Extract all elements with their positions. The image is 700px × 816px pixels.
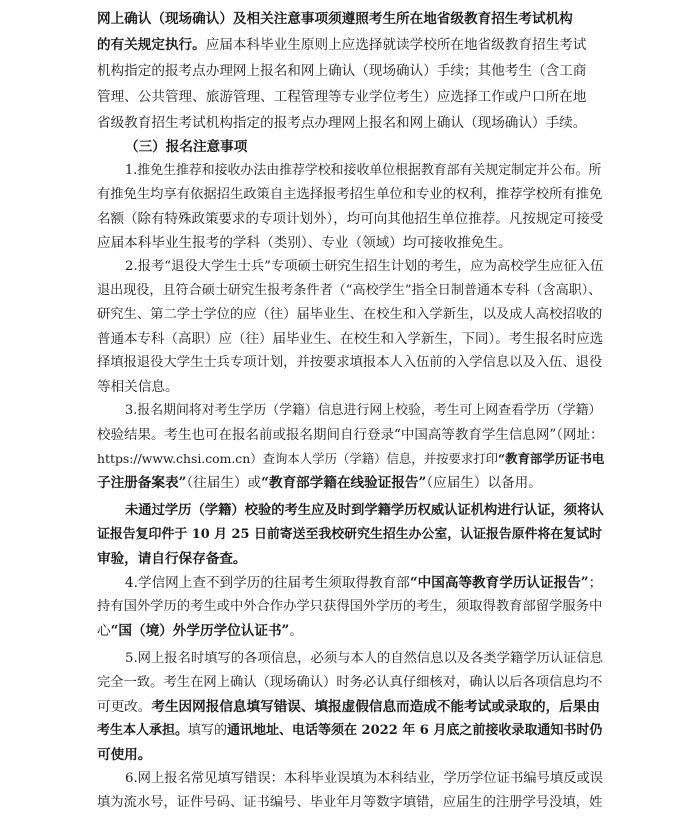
text: 校验结果。考生也可在报名前或报名期间自行登录“中国高等教育学生信息网”（网址： [97,427,604,443]
paragraph-line [97,32,586,58]
paragraph-line [97,742,151,768]
text: 填写的 [188,723,228,738]
paragraph-line [97,110,586,136]
paragraph-line [97,470,542,496]
text: 有推免生均享有依据招生政策自主选择报考招生单位和专业的权利，推荐学校所有推免 [97,187,603,202]
paragraph-line [97,350,602,376]
paragraph-line [97,546,247,572]
text: ； [588,575,603,591]
text: 管理、公共管理、旅游管理、工程管理等专业学位考生）应选择工作或户口所在地 [97,89,587,105]
text: 机构指定的报考点办理网上报名和网上确认（现场确认）手续；其他考生（含工商 [97,63,587,79]
paragraph-line [97,790,602,816]
text: 6.网上报名常见填写错误：本科毕业误填为本科结业，学历学位证书编号填反或误 [125,771,604,786]
text: （应届生）以备用。 [426,475,542,491]
bold-text: 考生因网报信息填写错误、填报虚假信息而造成不能考试或录取的，后果由 [151,699,600,715]
bold-text: “教育部学历证书电 [498,451,605,466]
paragraph-line [125,398,601,424]
paragraph-line [97,182,602,208]
bold-text: 网上确认（现场确认）及相关注意事项须遵照考生所在地省级教育招生考试机构 [97,11,573,27]
paragraph-line [97,326,603,352]
section-heading [125,134,247,160]
paragraph-line [97,374,179,400]
text: 3.报名期间将对考生学历（学籍）信息进行网上校验，考生可上网查看学历（学籍） [125,403,602,418]
bold-text: 审验，请自行保存备查。 [97,551,247,567]
paragraph-line [125,570,602,596]
bold-text: 子注册备案表” [97,475,187,491]
paragraph-line [125,498,604,524]
text: 应届本科毕业生报考的学科（类别）、专业（领域）均可接收推免生。 [97,235,512,251]
text: 完全一致。考生在网上确认（现场确认）时务必认真仔细核对，确认以后各项信息均不 [97,675,603,690]
text: 等相关信息。 [97,379,179,395]
bold-text: 考生本人承担。 [97,723,189,738]
paragraph-line [125,254,603,280]
bold-text: “教育部学籍在线验证报告” [261,475,427,491]
bold-text: 证报告复印件于 10 月 25 日前寄送至我校研究生招生办公室，认证报告原件将在复试时 [97,527,602,542]
bold-text: 通讯地址、电话等须在 2022 年 6 月底之前接收录取通知书时仍 [227,723,603,738]
text: https://www.chsi.com.cn）查询本人学历（学籍）信息，并按要求打印 [97,451,499,466]
text: （往届生）或 [186,475,262,491]
paragraph-line [97,594,602,620]
paragraph-line [97,670,602,696]
bold-text: 未通过学历（学籍）校验的考生应及时到学籍学历权威认证机构进行认证，须将认 [125,503,604,518]
text: 4.学信网上查不到学历的往届考生须取得教育部 [125,575,410,591]
paragraph-line [97,522,602,548]
text: 择填报退役大学生士兵专项计划，并按要求填报本人入伍前的入学信息以及入伍、退役 [97,355,603,370]
bold-text: 可使用。 [97,747,152,763]
paragraph-line [97,446,604,472]
bold-text: 的有关规定执行。 [97,37,206,53]
paragraph-line [125,646,603,672]
text: 心 [97,623,111,639]
text: 研究生、第二学士学位的应（往）届毕业生、在校生和入学新生，以及成人高校招收的 [97,307,603,322]
bold-text: “国（境）外学历学位认证书” [110,623,290,639]
paragraph-line [97,694,600,720]
text: 填为流水号，证件号码、证书编号、毕业年月等数字填错，应届生的注册学号没填，姓 [97,795,603,810]
paragraph-line [97,718,602,744]
paragraph-line [97,58,586,84]
text: 应届本科毕业生原则上应选择就读学校所在地省级教育招生考试 [205,37,587,53]
paragraph-line [125,766,603,792]
paragraph-line [97,230,512,256]
text: 1.推免生推荐和接收办法由推荐学校和接收单位根据教育部有关规定制定并公布。所 [125,163,602,178]
paragraph-line [125,158,601,184]
text: 可更改。 [97,699,152,715]
bold-text: “中国高等教育学历认证报告” [409,575,589,591]
text: 持有国外学历的考生或中外合作办学只获得国外学历的考生，须取得教育部留学服务中 [97,599,603,614]
text: 退出现役，且符合硕士研究生报考条件者（“高校学生”指全日制普通本专科（含高职）、 [97,283,602,298]
paragraph-line [97,206,603,232]
text: 。 [289,623,303,639]
text: 名额（除有特殊政策要求的专项计划外），均可向其他招生单位推荐。凡按规定可接受 [97,211,604,227]
text: 2.报考“退役大学生士兵”专项硕士研究生招生计划的考生，应为高校学生应征入伍 [125,259,604,274]
paragraph-line [97,84,586,110]
paragraph-line [97,618,303,644]
paragraph-line [97,302,602,328]
paragraph-line [97,422,604,448]
paragraph-line [97,278,601,304]
paragraph-line [97,6,573,32]
text: 5.网上报名时填写的各项信息，必须与本人的自然信息以及各类学籍学历认证信息 [125,651,604,666]
text: 普通本专科（高职）应（往）届毕业生、在校生和入学新生，下同）。考生报名时应选 [97,331,604,347]
heading-text: （三）报名注意事项 [125,139,248,155]
text: 省级教育招生考试机构指定的报考点办理网上报名和网上确认（现场确认）手续。 [97,115,587,131]
